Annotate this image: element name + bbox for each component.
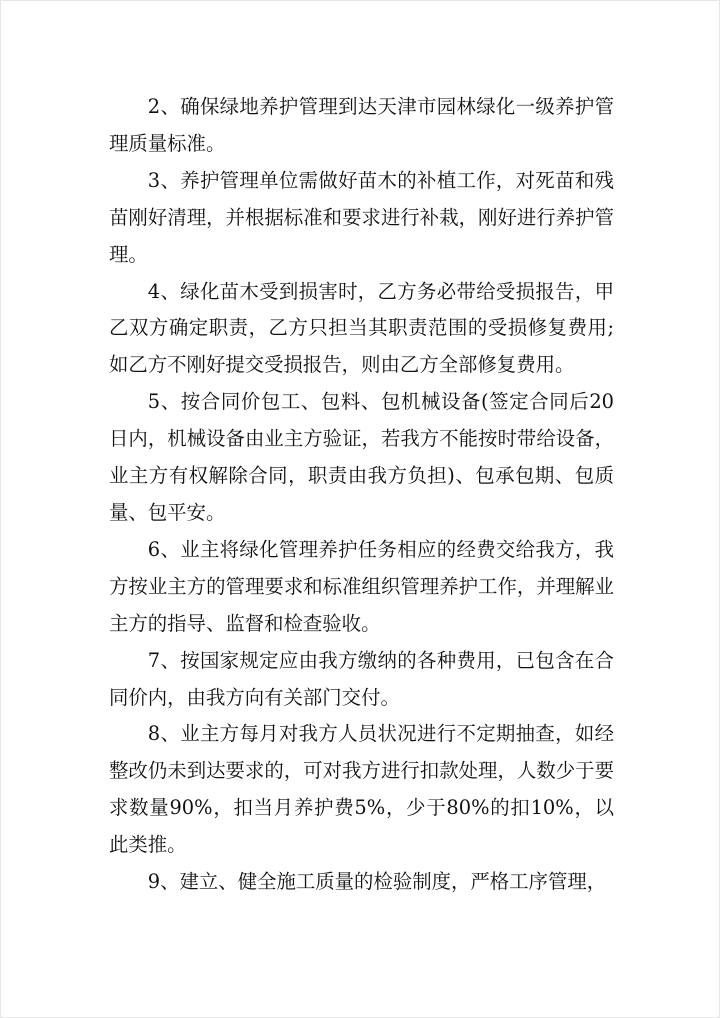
paragraph-9: 9、建立、健全施工质量的检验制度，严格工序管理， xyxy=(147,870,607,894)
paragraph-4: 4、绿化苗木受到损害时，乙方务必带给受损报告，甲乙双方确定职责，乙方只担当其职责范围的受损修复费用;如乙方不刚好提交受损报告，则由乙方全部修复费用。 xyxy=(109,279,614,377)
paragraph-6: 6、业主将绿化管理养护任务相应的经费交给我方，我方按业主方的管理要求和标准组织管理养护工作，并理解业主方的指导、监督和检查验收。 xyxy=(109,537,614,635)
paragraph-7: 7、按国家规定应由我方缴纳的各种费用，已包含在合同价内，由我方向有关部门交付。 xyxy=(109,648,614,709)
paragraph-5: 5、按合同价包工、包料、包机械设备(签定合同后20日内，机械设备由业主方验证，若我方不能按时带给设备，业主方有权解除合同，职责由我方负担)、包承包期、包质量、包平安。 xyxy=(109,390,614,524)
paragraph-2: 2、确保绿地养护管理到达天津市园林绿化一级养护管理质量标准。 xyxy=(109,95,614,155)
paragraph-8: 8、业主方每月对我方人员状况进行不定期抽查，如经整改仍未到达要求的，可对我方进行扣款处理，人数少于要求数量90%，扣当月养护费5%，少于80%的扣10%，以此类推。 xyxy=(109,722,614,857)
document-body xyxy=(109,89,614,901)
paragraph-3: 3、养护管理单位需做好苗木的补植工作，对死苗和残苗刚好清理，并根据标准和要求进行补栽，刚好进行养护管理。 xyxy=(109,168,614,266)
